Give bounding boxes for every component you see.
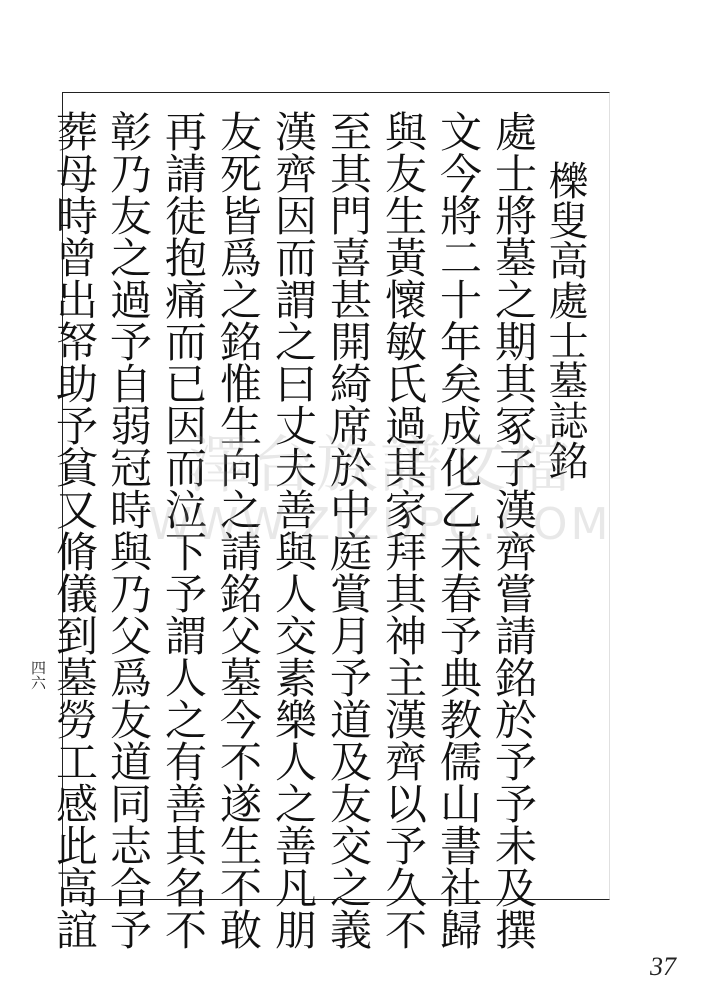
text-column-6: 友死皆爲之銘惟生向之請銘父墓今不遂生不敢 (214, 110, 263, 950)
text-column-1: 處士將墓之期其冢子漢齊嘗請銘於予予未及撰 (489, 110, 538, 950)
text-column-7: 再請徒抱痛而已因而泣下予謂人之有善其名不 (159, 110, 208, 950)
text-column-2: 文今將二十年矣成化乙未春予典教儒山書社歸 (434, 110, 483, 950)
text-column-8: 彰乃友之過予自弱冠時與乃父爲友道同志合予 (104, 110, 153, 950)
watermark-chinese: 澤台族譜文檔 (187, 428, 572, 501)
document-title: 櫟叟高處士墓誌銘 (542, 160, 588, 480)
page-number-right: 37 (650, 952, 676, 981)
text-column-3: 與友生黃懷敏氏過其家拜其神主漢齊以予久不 (379, 110, 428, 950)
text-column-5: 漢齊因而謂之曰丈夫善與人交素樂人之善凡朋 (269, 110, 318, 950)
watermark-latin: WWW.ZIZUPU.COM (148, 499, 612, 550)
page-number-left: 四六 (29, 660, 47, 690)
text-column-9: 葬母時曾出帑助予貧又脩儀到墓勞工感此高誼 (50, 110, 99, 950)
text-column-4: 至其門喜甚開綺席於中庭賞月予道及友交之義 (324, 110, 373, 950)
